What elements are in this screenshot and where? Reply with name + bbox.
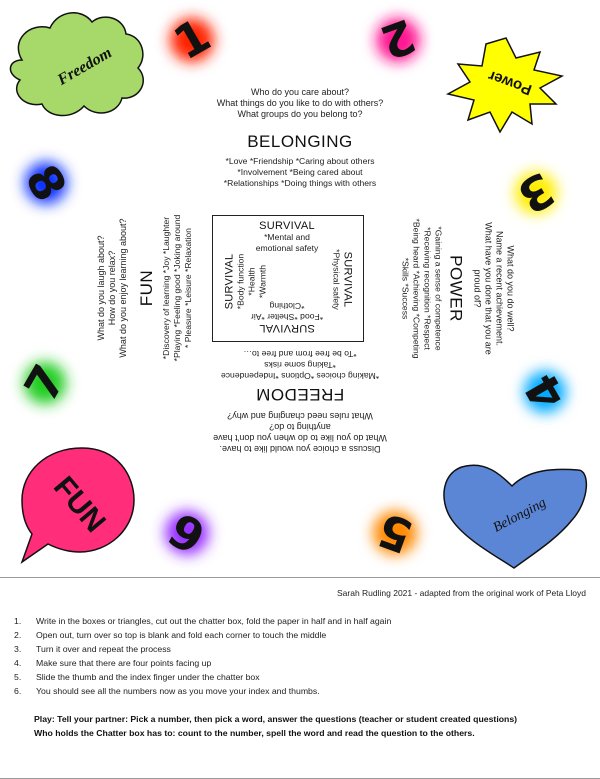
power-item-2: *Receiving recognition *Respect xyxy=(422,227,433,350)
step-number: 5. xyxy=(14,672,22,682)
survival-top-line-1: *Mental and xyxy=(264,232,310,242)
instruction-step xyxy=(14,642,584,656)
belonging-question-1: Who do you care about? xyxy=(250,87,350,97)
step-text: You should see all the numbers now as you move your index and thumbs. xyxy=(36,686,320,696)
power-corner-label: Power xyxy=(485,66,535,99)
fun-item-2: *Playing *Feeling good *Joking around xyxy=(172,214,182,362)
instruction-step xyxy=(14,614,584,628)
freedom-panel xyxy=(180,348,420,454)
step-number: 6. xyxy=(14,686,22,696)
number-7: 7 xyxy=(13,355,77,411)
freedom-heading: FREEDOM xyxy=(255,385,345,404)
fun-item-3: * Pleasure *Leisure *Relaxation xyxy=(183,228,193,348)
power-question-1: What do you do well? xyxy=(505,245,516,332)
step-text: Make sure that there are four points facing up xyxy=(36,658,212,668)
fun-question-2: How do you relax? xyxy=(107,250,117,326)
number-2: 2 xyxy=(373,8,423,70)
belonging-item-2: *Involvement *Being cared about xyxy=(237,167,363,177)
survival-right-line-1: *Physical safety xyxy=(331,249,342,310)
fun-question-3: What do you enjoy learning about? xyxy=(118,218,128,358)
survival-right-title: SURVIVAL xyxy=(341,251,354,308)
freedom-question-1: Discuss a choice you would like to have. xyxy=(219,444,381,454)
step-number: 1. xyxy=(14,616,22,626)
survival-bottom-line-1: *Food *Shelter *Air xyxy=(250,312,324,322)
freedom-question-3: anything to do? xyxy=(269,422,331,432)
step-number: 4. xyxy=(14,658,22,668)
step-text: Slide the thumb and the index finger under the chatter box xyxy=(36,672,260,682)
number-4: 4 xyxy=(513,364,577,420)
power-question-2: Name a recent achievement. xyxy=(494,230,505,347)
power-question-4: proud of? xyxy=(472,269,483,308)
number-8: 8 xyxy=(14,155,78,211)
survival-top-title: SURVIVAL xyxy=(259,220,315,232)
number-1: 1 xyxy=(164,7,220,71)
step-text: Write in the boxes or triangles, cut out the chatter box, fold the paper in half and in half again xyxy=(36,616,392,626)
survival-left-line-2: *Health xyxy=(246,267,257,296)
power-panel xyxy=(391,169,516,409)
number-5: 5 xyxy=(370,502,420,564)
play-instruction-2: Who holds the Chatter box has to: count to the number, spell the word and read the question to the others. xyxy=(34,728,475,738)
step-text: Turn it over and repeat the process xyxy=(36,644,171,654)
power-heading: POWER xyxy=(446,255,466,322)
number-6: 6 xyxy=(159,501,215,565)
fun-panel xyxy=(96,173,206,403)
power-item-3: *Being heard *Achieving *Competing xyxy=(411,218,422,359)
belonging-question-3: What groups do you belong to? xyxy=(237,109,363,119)
fun-question-1: What do you laugh about? xyxy=(96,235,106,341)
survival-right xyxy=(331,235,354,325)
number-3: 3 xyxy=(508,161,564,225)
credit-line: Sarah Rudling 2021 - adapted from the original work of Peta Lloyd xyxy=(336,588,586,598)
belonging-panel xyxy=(180,87,420,189)
belonging-corner-label: Belonging xyxy=(490,495,549,536)
belonging-question-2: What things do you like to do with others? xyxy=(216,98,384,108)
belonging-heading: BELONGING xyxy=(247,132,353,151)
survival-left-line-3: *Warmth xyxy=(257,264,268,299)
freedom-question-2: What do you like to do when you don't have xyxy=(213,433,387,443)
survival-bottom-title: SURVIVAL xyxy=(259,322,315,334)
belonging-item-3: *Relationships *Doing things with others xyxy=(223,178,377,188)
survival-left-title: SURVIVAL xyxy=(223,253,236,310)
freedom-corner-label: Freedom xyxy=(54,44,115,89)
freedom-item-2: *Taking some risks xyxy=(264,360,336,370)
play-instruction-1: Play: Tell your partner: Pick a number, then pick a word, answer the questions (teacher or student created questions) xyxy=(34,714,518,724)
survival-left-line-1: *Body function xyxy=(235,253,246,310)
fun-item-1: *Discovery of learning *Joy *Laughter xyxy=(161,216,171,360)
freedom-item-3: *To be free from and free to… xyxy=(243,349,357,359)
power-question-3: What have you done that you are xyxy=(483,222,494,355)
instruction-step xyxy=(14,670,584,684)
step-number: 2. xyxy=(14,630,22,640)
instructions-list xyxy=(14,614,584,698)
power-item-4: *Skills *Success xyxy=(400,257,411,320)
step-text: Open out, turn over so top is blank and fold each corner to touch the middle xyxy=(36,630,327,640)
step-number: 3. xyxy=(14,644,22,654)
freedom-item-1: *Making choices *Options *Independence xyxy=(220,371,380,381)
instruction-step xyxy=(14,656,584,670)
survival-bottom-line-2: *Clothing xyxy=(269,301,305,311)
survival-left xyxy=(224,232,269,332)
fun-corner-label: FUN xyxy=(46,470,112,539)
instruction-step xyxy=(14,628,584,642)
fun-heading: FUN xyxy=(137,269,156,307)
belonging-item-1: *Love *Friendship *Caring about others xyxy=(225,156,375,166)
freedom-question-4: What rules need changing and why? xyxy=(227,411,373,421)
instruction-step xyxy=(14,684,584,698)
survival-top-line-2: emotional safety xyxy=(255,243,319,253)
power-item-1: *Gaining a sense of competence xyxy=(433,226,444,351)
